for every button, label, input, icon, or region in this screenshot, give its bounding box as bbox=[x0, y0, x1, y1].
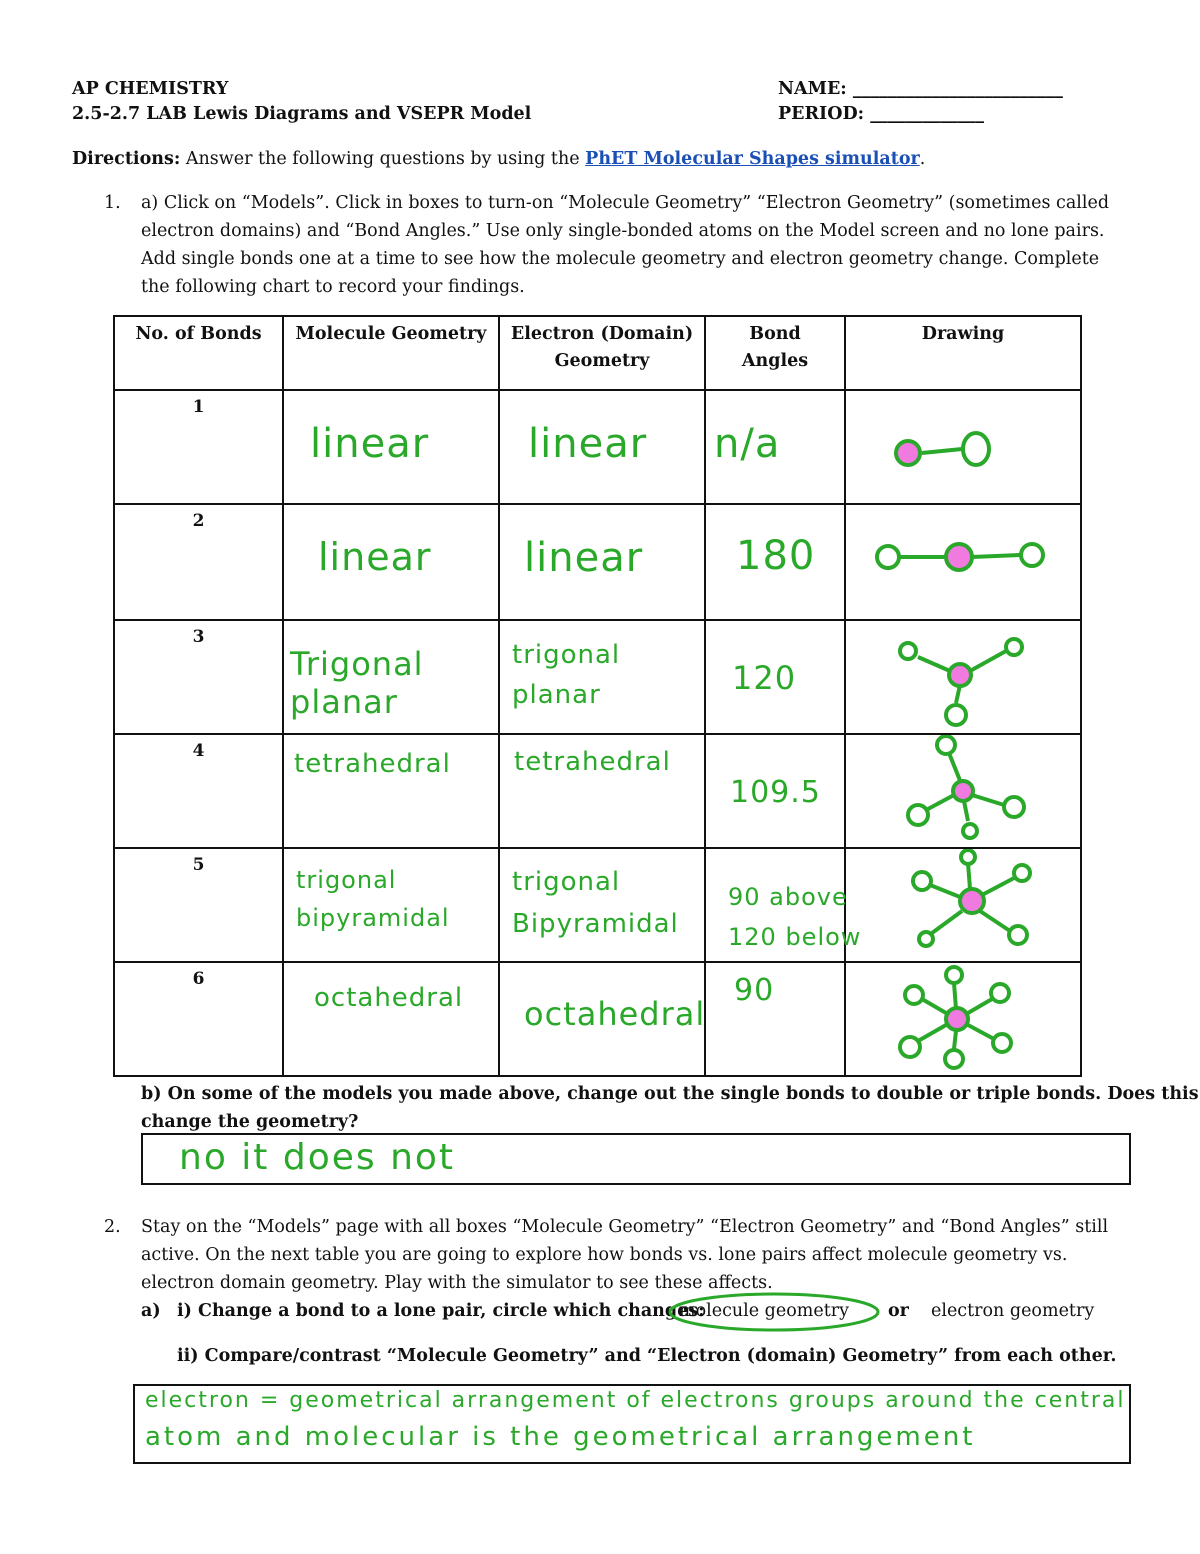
molecule-answer: linear bbox=[310, 421, 430, 467]
q1-line-4: the following chart to record your findings. bbox=[141, 277, 525, 297]
option-electron-geometry[interactable]: electron geometry bbox=[931, 1301, 1095, 1321]
q2a-ii: ii) Compare/contrast “Molecule Geometry” and “Electron (domain) Geometry” from each other. bbox=[177, 1346, 1117, 1366]
drawing-cell[interactable] bbox=[845, 620, 1081, 734]
molecule-drawing-3 bbox=[846, 621, 1080, 733]
q2-line-2: active. On the next table you are going to explore how bonds vs. lone pairs affect molecule geometry vs. bbox=[141, 1245, 1068, 1265]
electron-cell[interactable] bbox=[499, 962, 705, 1076]
header-angles: Bond Angles bbox=[705, 316, 845, 390]
table-row bbox=[114, 504, 1081, 620]
directions-end: . bbox=[919, 149, 926, 169]
electron-answer: octahedral bbox=[524, 995, 706, 1033]
q1-line-3: Add single bonds one at a time to see how the molecule geometry and electron geometry change. Complete bbox=[141, 249, 1100, 269]
molecule-drawing-2 bbox=[846, 505, 1080, 619]
angle-answer: 120 bbox=[732, 659, 797, 697]
electron-cell[interactable] bbox=[499, 390, 705, 504]
q2-answer-line-1: electron = geometrical arrangement of electrons groups around the central bbox=[145, 1388, 1126, 1413]
drawing-cell[interactable] bbox=[845, 848, 1081, 962]
q1-line-2: electron domains) and “Bond Angles.” Use only single-bonded atoms on the Model screen and no lone pairs. bbox=[141, 221, 1105, 241]
bonds-cell: 5 bbox=[114, 848, 283, 962]
molecule-drawing-1 bbox=[846, 391, 1080, 503]
electron-answer: trigonal planar bbox=[512, 640, 621, 710]
q2-answer-line-2: atom and molecular is the geometrical arrangement bbox=[145, 1422, 976, 1452]
molecule-drawing-4 bbox=[846, 735, 1080, 847]
table-row bbox=[114, 848, 1081, 962]
q2-line-3: electron domain geometry. Play with the simulator to see these affects. bbox=[141, 1273, 773, 1293]
electron-cell[interactable] bbox=[499, 848, 705, 962]
angle-answer: 109.5 bbox=[730, 775, 821, 810]
q1-number: 1. bbox=[104, 193, 121, 213]
bonds-cell: 1 bbox=[114, 390, 283, 504]
angle-answer: 90 bbox=[734, 973, 775, 1008]
electron-cell[interactable] bbox=[499, 504, 705, 620]
q2-number: 2. bbox=[104, 1217, 121, 1237]
bonds-cell: 2 bbox=[114, 504, 283, 620]
lab-title: 2.5-2.7 LAB Lewis Diagrams and VSEPR Model bbox=[72, 104, 532, 124]
angle-cell[interactable] bbox=[705, 620, 845, 734]
q1b-line-1: b) On some of the models you made above, change out the single bonds to double or triple bonds. Does this bbox=[141, 1084, 1199, 1104]
header-molecule: Molecule Geometry bbox=[283, 316, 499, 390]
electron-cell[interactable] bbox=[499, 734, 705, 848]
molecule-cell[interactable] bbox=[283, 620, 499, 734]
drawing-cell[interactable] bbox=[845, 734, 1081, 848]
angle-cell[interactable] bbox=[705, 848, 862, 962]
molecule-drawing-6 bbox=[846, 963, 1080, 1075]
q2a-i: i) Change a bond to a lone pair, circle which changes: bbox=[177, 1301, 705, 1321]
name-field[interactable]: NAME: ________________________ bbox=[778, 79, 1063, 99]
angle-cell[interactable] bbox=[705, 962, 845, 1076]
period-field[interactable]: PERIOD: _____________ bbox=[778, 104, 984, 124]
phet-link[interactable]: PhET Molecular Shapes simulator bbox=[585, 149, 920, 169]
molecule-answer: octahedral bbox=[314, 983, 464, 1013]
bonds-cell: 4 bbox=[114, 734, 283, 848]
drawing-cell[interactable] bbox=[845, 390, 1081, 504]
electron-answer: linear bbox=[528, 421, 648, 467]
molecule-cell[interactable] bbox=[283, 390, 499, 504]
table-row bbox=[114, 962, 1081, 1076]
q1b-answer: no it does not bbox=[179, 1137, 456, 1178]
directions-label: Directions: bbox=[72, 149, 181, 169]
electron-answer: linear bbox=[524, 535, 644, 581]
q1b-answer-box[interactable] bbox=[141, 1133, 1131, 1185]
molecule-cell[interactable] bbox=[283, 734, 499, 848]
q2-line-1: Stay on the “Models” page with all boxes “Molecule Geometry” “Electron Geometry” and “Bond Angles” still bbox=[141, 1217, 1109, 1237]
bonds-cell: 6 bbox=[114, 962, 283, 1076]
directions-text: Answer the following questions by using the bbox=[185, 149, 580, 169]
angle-cell[interactable] bbox=[705, 734, 845, 848]
circle-mark bbox=[664, 1290, 888, 1338]
angle-answer: 180 bbox=[736, 533, 816, 579]
molecule-cell[interactable] bbox=[283, 848, 499, 962]
q2a-label: a) bbox=[141, 1301, 161, 1321]
q1b-line-2: change the geometry? bbox=[141, 1112, 359, 1132]
molecule-drawing-5 bbox=[846, 849, 1080, 961]
table-row bbox=[114, 620, 1081, 734]
course-title: AP CHEMISTRY bbox=[72, 79, 229, 99]
header-bonds: No. of Bonds bbox=[114, 316, 283, 390]
drawing-cell[interactable] bbox=[845, 962, 1081, 1076]
electron-answer: tetrahedral bbox=[514, 747, 671, 777]
geometry-chart bbox=[113, 315, 1082, 1077]
or-label: or bbox=[888, 1301, 909, 1321]
angle-answer: n/a bbox=[714, 421, 781, 467]
angle-answer: 90 above 120 below bbox=[728, 883, 862, 951]
q1-line-1: a) Click on “Models”. Click in boxes to turn-on “Molecule Geometry” “Electron Geometry” (sometimes called bbox=[141, 193, 1110, 213]
molecule-answer: tetrahedral bbox=[294, 749, 451, 779]
angle-cell[interactable] bbox=[705, 504, 845, 620]
table-row bbox=[114, 390, 1081, 504]
molecule-cell[interactable] bbox=[283, 504, 499, 620]
molecule-answer: Trigonal planar bbox=[290, 645, 424, 721]
header-electron: Electron (Domain) Geometry bbox=[499, 316, 705, 390]
molecule-answer: trigonal bipyramidal bbox=[296, 866, 450, 932]
option-molecule-geometry[interactable]: molecule geometry bbox=[679, 1301, 850, 1321]
header-drawing: Drawing bbox=[845, 316, 1081, 390]
directions bbox=[72, 145, 925, 173]
drawing-cell[interactable] bbox=[845, 504, 1081, 620]
angle-cell[interactable] bbox=[705, 390, 845, 504]
molecule-answer: linear bbox=[318, 535, 432, 579]
table-row bbox=[114, 734, 1081, 848]
molecule-cell[interactable] bbox=[283, 962, 499, 1076]
bonds-cell: 3 bbox=[114, 620, 283, 734]
electron-cell[interactable] bbox=[499, 620, 705, 734]
electron-answer: trigonal Bipyramidal bbox=[512, 867, 679, 939]
q2-answer-box[interactable] bbox=[133, 1384, 1131, 1464]
